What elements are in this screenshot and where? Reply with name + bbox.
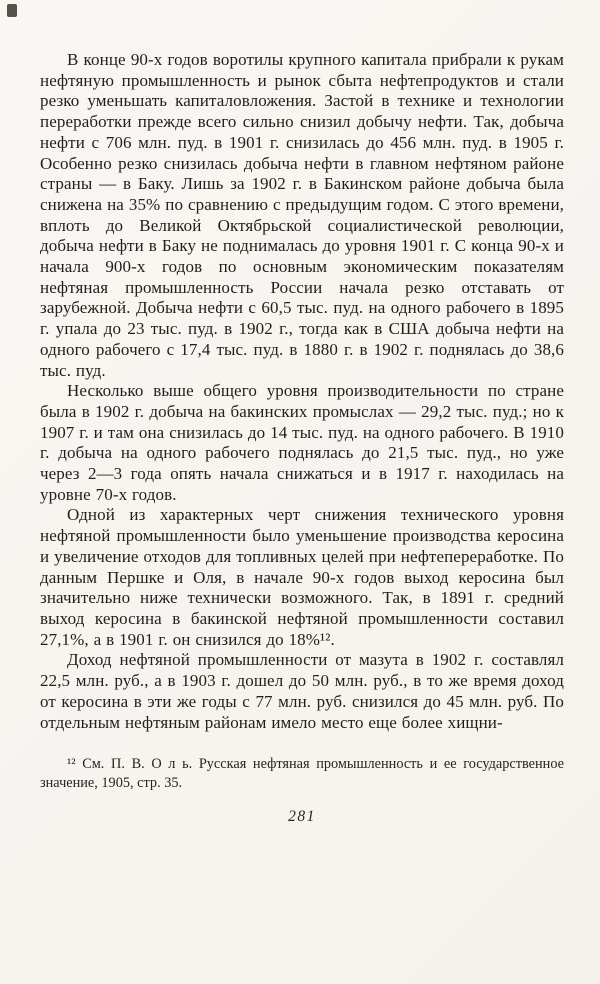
footnote: ¹² См. П. В. О л ь. Русская нефтяная промышленность и ее государственное значение, 1905, стр. 35. — [40, 756, 564, 791]
body-text — [40, 50, 564, 733]
page-number: 281 — [288, 808, 316, 826]
paragraph-4: Доход нефтяной промышленности от мазута в 1902 г. составлял 22,5 млн. руб., а в 1903 г. дошел до 50 млн. руб., в то же время доход от керосина в эти же годы с 77 млн. руб. снизился до 45 млн. руб. По отдельным нефтяным районам имело место еще более хищни- — [40, 650, 564, 732]
paragraph-1: В конце 90-х годов воротилы крупного капитала прибрали к рукам нефтяную промышленность и рынок сбыта нефтепродуктов и стали резко уменьшать капиталовложения. Застой в технике и технологии переработки прежде всего сильно снизил добычу нефти. Так, добыча нефти с 706 млн. пуд. в 1901 г. снизилась до 456 млн. пуд. в 1905 г. Особенно резко снизилась добыча нефти в главном нефтяном районе страны — в Баку. Лишь за 1902 г. в Бакинском районе добыча была снижена на 35% по сравнению с предыдущим годом. С этого времени, вплоть до Великой Октябрьской социалистической революции, добыча нефти в Баку не поднималась до уровня 1901 г. С конца 90-х и начала 900-х годов по основным экономическим показателям нефтяная промышленность России начала резко отставать от зарубежной. Добыча нефти с 60,5 тыс. пуд. на одного рабочего в 1895 г. упала до 23 тыс. пуд. в 1902 г., тогда как в США добыча нефти на одного рабочего с 17,4 тыс. пуд. в 1880 г. в 1902 г. поднялась до 38,6 тыс. пуд. — [40, 50, 564, 380]
scan-artifact — [7, 4, 17, 17]
paragraph-2: Несколько выше общего уровня производительности по стране была в 1902 г. добыча на бакинских промыслах — 29,2 тыс. пуд.; но к 1907 г. и там она снизилась до 14 тыс. пуд. на одного рабочего. В 1910 г. добыча на одного рабочего поднялась до 21,5 тыс. пуд., но уже через 2—3 года опять начала снижаться и в 1917 г. находилась на уровне 70-х годов. — [40, 381, 564, 504]
paragraph-3: Одной из характерных черт снижения технического уровня нефтяной промышленности было уменьшение производства керосина и увеличение отходов для топливных целей при нефтепереработке. По данным Першке и Оля, в начале 90-х годов выход керосина был значительно ниже технически возможного. Так, в 1891 г. средний выход керосина в бакинской нефтяной промышленности составил 27,1%, а в 1901 г. он снизился до 18%¹². — [40, 505, 564, 649]
